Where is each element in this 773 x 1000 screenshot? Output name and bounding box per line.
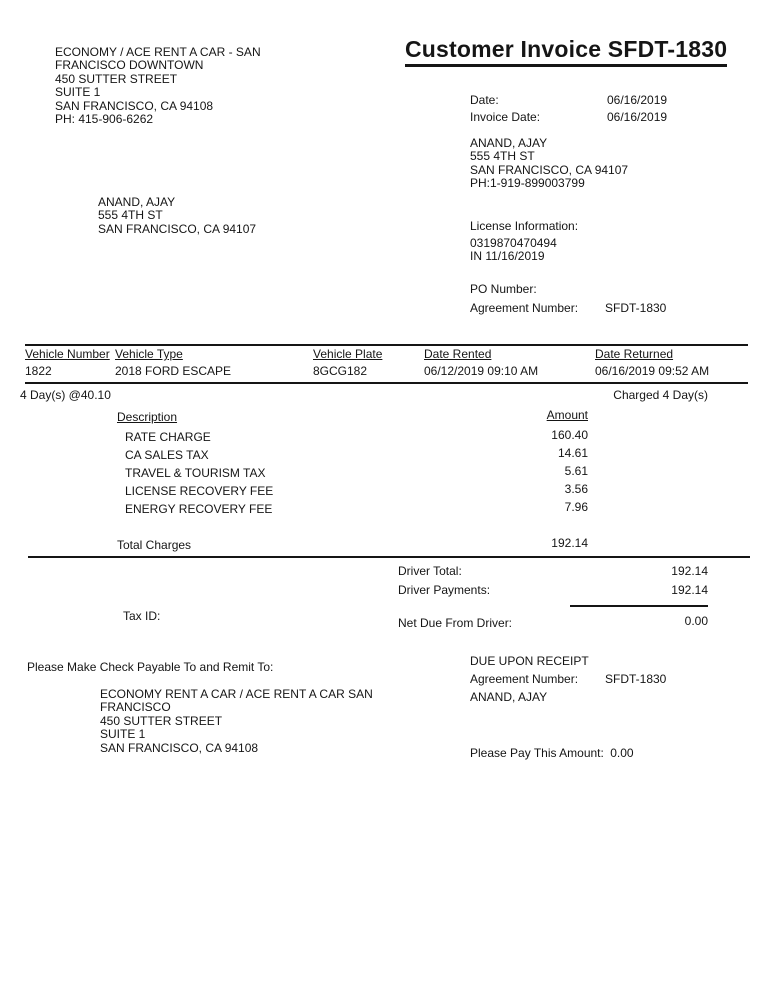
vehicle-plate-header: Vehicle Plate <box>313 347 383 361</box>
pay-amount-label: Please Pay This Amount: <box>470 746 604 760</box>
charge-amount: 3.56 <box>564 482 588 496</box>
date-row <box>470 93 667 107</box>
date-value: 06/16/2019 <box>607 93 668 107</box>
billing-address-line: ANAND, AJAY <box>470 136 548 150</box>
company-address <box>55 46 261 126</box>
payment-agreement-row <box>470 672 666 686</box>
tax-id-label: Tax ID: <box>123 609 161 623</box>
agreement-number-value: SFDT-1830 <box>605 301 667 315</box>
total-charges-label: Total Charges <box>117 538 192 552</box>
company-address-line: PH: 415-906-6262 <box>55 112 154 127</box>
total-charges-row <box>117 536 588 552</box>
charge-amount: 14.61 <box>557 446 588 460</box>
driver-payments-label: Driver Payments: <box>398 582 491 597</box>
remit-address-line: SUITE 1 <box>100 727 146 742</box>
vehicle-number-header: Vehicle Number <box>25 347 110 361</box>
agreement-number-row <box>470 301 666 315</box>
charge-description: RATE CHARGE <box>125 430 211 444</box>
totals-divider <box>28 556 750 558</box>
vehicle-type-cell: 2018 FORD ESCAPE <box>115 364 232 378</box>
date-label: Date: <box>470 93 499 107</box>
vehicle-table-bottom-rule <box>25 382 748 384</box>
charges-table <box>117 408 588 518</box>
date-returned-cell: 06/16/2019 09:52 AM <box>595 364 710 378</box>
charges-header-row <box>117 408 588 426</box>
po-number-label: PO Number: <box>470 282 537 296</box>
date-rented-header: Date Rented <box>424 347 492 361</box>
vehicle-type-header: Vehicle Type <box>115 347 183 361</box>
charge-amount: 5.61 <box>564 464 588 478</box>
license-info-lines <box>470 237 557 264</box>
vehicle-table-top-rule <box>25 344 748 346</box>
charge-description: CA SALES TAX <box>125 448 209 462</box>
date-rented-cell: 06/12/2019 09:10 AM <box>424 364 539 378</box>
renter-address-line: 555 4TH ST <box>98 208 163 223</box>
remit-address-line: 450 SUTTER STREET <box>100 713 223 728</box>
pay-amount-value: 0.00 <box>610 746 634 760</box>
invoice-date-row <box>470 110 667 124</box>
amount-header: Amount <box>546 408 588 422</box>
driver-total-label: Driver Total: <box>398 564 462 578</box>
payment-agreement-value: SFDT-1830 <box>605 672 667 686</box>
net-due-value: 0.00 <box>684 614 708 628</box>
payments-subtotal-rule <box>570 605 708 607</box>
driver-total-value: 192.14 <box>671 564 708 578</box>
billing-address-line: SAN FRANCISCO, CA 94107 <box>470 162 629 177</box>
charge-row <box>117 464 588 482</box>
company-address-line: 450 SUTTER STREET <box>55 71 178 86</box>
charge-row <box>117 428 588 446</box>
renter-address <box>98 196 256 236</box>
due-upon-receipt: DUE UPON RECEIPT <box>470 654 589 668</box>
agreement-number-label: Agreement Number: <box>470 301 579 315</box>
page-title: Customer Invoice SFDT-1830 <box>405 36 727 67</box>
driver-payments-row <box>398 583 708 602</box>
rental-days-note: 4 Day(s) @40.10 <box>20 388 111 402</box>
remit-address-line: SAN FRANCISCO, CA 94108 <box>100 740 259 755</box>
billing-address-line: 555 4TH ST <box>470 149 535 164</box>
remit-instruction: Please Make Check Payable To and Remit To: <box>27 660 274 674</box>
company-address-line: ECONOMY / ACE RENT A CAR - SAN <box>55 45 261 59</box>
company-address-line: SAN FRANCISCO, CA 94108 <box>55 98 214 113</box>
driver-payments-value: 192.14 <box>671 582 708 597</box>
charge-row <box>117 500 588 518</box>
billing-address-line: PH:1-919-899003799 <box>470 176 585 191</box>
charge-row <box>117 446 588 464</box>
charge-description: ENERGY RECOVERY FEE <box>125 502 273 516</box>
payment-customer-name: ANAND, AJAY <box>470 690 548 704</box>
renter-address-line: ANAND, AJAY <box>98 195 176 209</box>
description-header: Description <box>117 410 178 424</box>
license-expiry: IN 11/16/2019 <box>470 249 545 264</box>
net-due-row <box>398 614 708 630</box>
net-due-label: Net Due From Driver: <box>398 616 513 630</box>
remit-address-line: ECONOMY RENT A CAR / ACE RENT A CAR SAN <box>100 687 373 701</box>
charge-amount: 7.96 <box>564 500 588 514</box>
total-charges-amount: 192.14 <box>551 536 588 550</box>
charge-description: TRAVEL & TOURISM TAX <box>125 466 266 480</box>
renter-address-line: SAN FRANCISCO, CA 94107 <box>98 221 257 236</box>
company-address-line: SUITE 1 <box>55 85 101 100</box>
remit-address-line: FRANCISCO <box>100 700 171 715</box>
company-address-line: FRANCISCO DOWNTOWN <box>55 58 204 73</box>
vehicle-plate-cell: 8GCG182 <box>313 364 368 378</box>
invoice-date-label: Invoice Date: <box>470 110 541 124</box>
driver-total-row <box>398 564 708 583</box>
pay-amount-row <box>470 746 634 760</box>
license-number: 0319870470494 <box>470 236 557 250</box>
driver-totals <box>398 564 708 601</box>
charged-days-note: Charged 4 Day(s) <box>613 388 708 402</box>
charge-amount: 160.40 <box>551 428 588 442</box>
charge-description: LICENSE RECOVERY FEE <box>125 484 274 498</box>
license-info-label: License Information: <box>470 219 579 233</box>
invoice-date-value: 06/16/2019 <box>607 110 668 124</box>
charge-row <box>117 482 588 500</box>
date-returned-header: Date Returned <box>595 347 674 361</box>
vehicle-number-cell: 1822 <box>25 364 52 378</box>
payment-agreement-label: Agreement Number: <box>470 672 579 686</box>
vehicle-table <box>25 348 748 378</box>
remit-address <box>100 688 373 755</box>
billing-address <box>470 137 628 191</box>
